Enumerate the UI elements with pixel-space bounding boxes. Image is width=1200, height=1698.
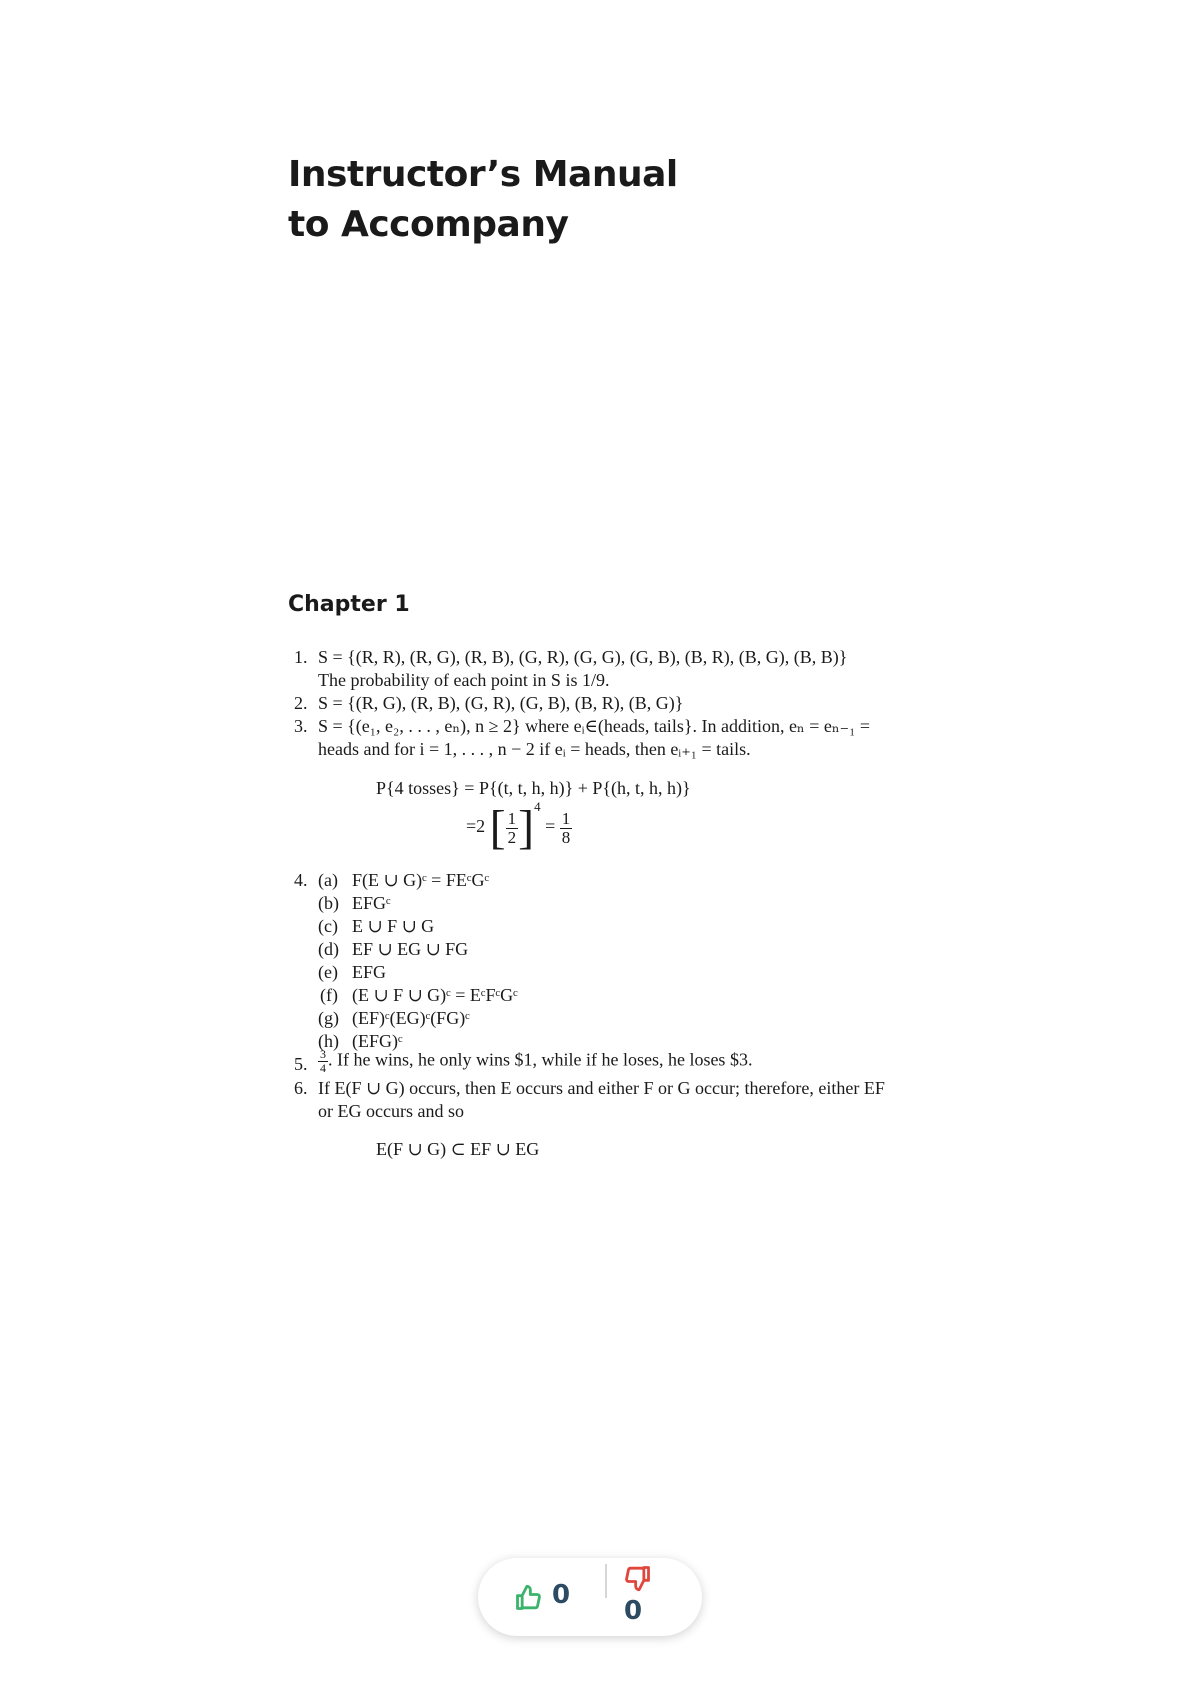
exponent: 4: [534, 799, 541, 815]
left-bracket: [: [489, 801, 506, 854]
fraction-three-quarters: [318, 1048, 328, 1075]
problem-4-item-h-text: (EFG)ᶜ: [352, 1031, 403, 1051]
problem-6-line-1: If E(F ∪ G) occurs, then E occurs and either F or G occur; therefore, either EF: [318, 1078, 885, 1098]
fraction-half: [506, 810, 519, 847]
fraction-half-denominator: 2: [507, 827, 517, 847]
problem-1-line-1: S = {(R, R), (R, G), (R, B), (G, R), (G, G), (G, B), (B, R), (B, G), (B, B)}: [318, 647, 848, 667]
problem-3-equation-2: [466, 799, 572, 854]
title-line-2: to Accompany: [288, 204, 569, 245]
three-quarters-numerator: 3: [320, 1047, 326, 1061]
feedback-widget: [478, 1558, 702, 1636]
problem-4-item-g-text: (EF)ᶜ(EG)ᶜ(FG)ᶜ: [352, 1008, 470, 1028]
problem-4-item-a-text: F(E ∪ G)ᶜ = FEᶜGᶜ: [352, 870, 490, 890]
right-bracket: ]: [518, 801, 535, 854]
problem-4-item-a-label: (a): [318, 870, 338, 890]
problem-4-number: 4.: [294, 870, 308, 890]
problem-4-item-f-label: (f): [320, 985, 338, 1005]
problem-5-text: . If he wins, he only wins $1, while if he loses, he loses $3.: [328, 1049, 753, 1070]
like-count: 0: [552, 1580, 571, 1610]
fraction-result-denominator: 8: [561, 827, 571, 847]
problem-4-item-e-label: (e): [318, 962, 338, 982]
problem-4-item-b-label: (b): [318, 893, 339, 913]
fraction-result: [560, 810, 573, 847]
title-line-1: Instructor’s Manual: [288, 154, 678, 195]
problem-4-item-f-text: (E ∪ F ∪ G)ᶜ = EᶜFᶜGᶜ: [352, 985, 518, 1005]
equals-sign: =: [545, 816, 556, 837]
problem-1-line-2: The probability of each point in S is 1/9.: [318, 670, 610, 690]
dislike-count: 0: [624, 1596, 643, 1626]
fraction-result-numerator: 1: [561, 808, 571, 828]
problem-4-item-c-text: E ∪ F ∪ G: [352, 916, 435, 936]
thumbs-up-icon[interactable]: [514, 1584, 542, 1612]
problem-4-item-b-text: EFGᶜ: [352, 893, 391, 913]
problem-4-item-e-text: EFG: [352, 962, 387, 982]
fraction-half-numerator: 1: [507, 808, 517, 828]
problem-4-item-d-text: EF ∪ EG ∪ FG: [352, 939, 469, 959]
problem-1-number: 1.: [294, 647, 308, 667]
problem-5-number: 5.: [294, 1054, 308, 1074]
chapter-heading: Chapter 1: [288, 592, 410, 617]
thumbs-down-icon[interactable]: [624, 1564, 652, 1592]
document-title: [288, 150, 678, 250]
problem-4-item-h-label: (h): [318, 1031, 339, 1051]
problem-3-number: 3.: [294, 716, 308, 736]
problem-4-item-g-label: (g): [318, 1008, 339, 1028]
problem-3-line-1: S = {(e₁, e₂, . . . , eₙ), n ≥ 2} where eᵢ∈(heads, tails}. In addition, eₙ = eₙ₋₁ =: [318, 716, 871, 736]
problem-6-equation: E(F ∪ G) ⊂ EF ∪ EG: [376, 1139, 540, 1159]
problem-3-line-2: heads and for i = 1, . . . , n − 2 if eᵢ = heads, then eᵢ₊₁ = tails.: [318, 739, 751, 759]
three-quarters-denominator: 4: [320, 1061, 326, 1075]
problem-4-item-d-label: (d): [318, 939, 339, 959]
equation-2-prefix: =2: [466, 816, 486, 837]
problem-2-line-1: S = {(R, G), (R, B), (G, R), (G, B), (B, R), (B, G)}: [318, 693, 684, 713]
problem-3-equation-1: P{4 tosses} = P{(t, t, h, h)} + P{(h, t, h, h)}: [376, 778, 691, 798]
problem-5-line: [318, 1048, 752, 1075]
feedback-divider: [605, 1564, 607, 1598]
problem-4-item-c-label: (c): [318, 916, 338, 936]
problem-6-number: 6.: [294, 1078, 308, 1098]
problem-2-number: 2.: [294, 693, 308, 713]
problem-6-line-2: or EG occurs and so: [318, 1101, 464, 1121]
